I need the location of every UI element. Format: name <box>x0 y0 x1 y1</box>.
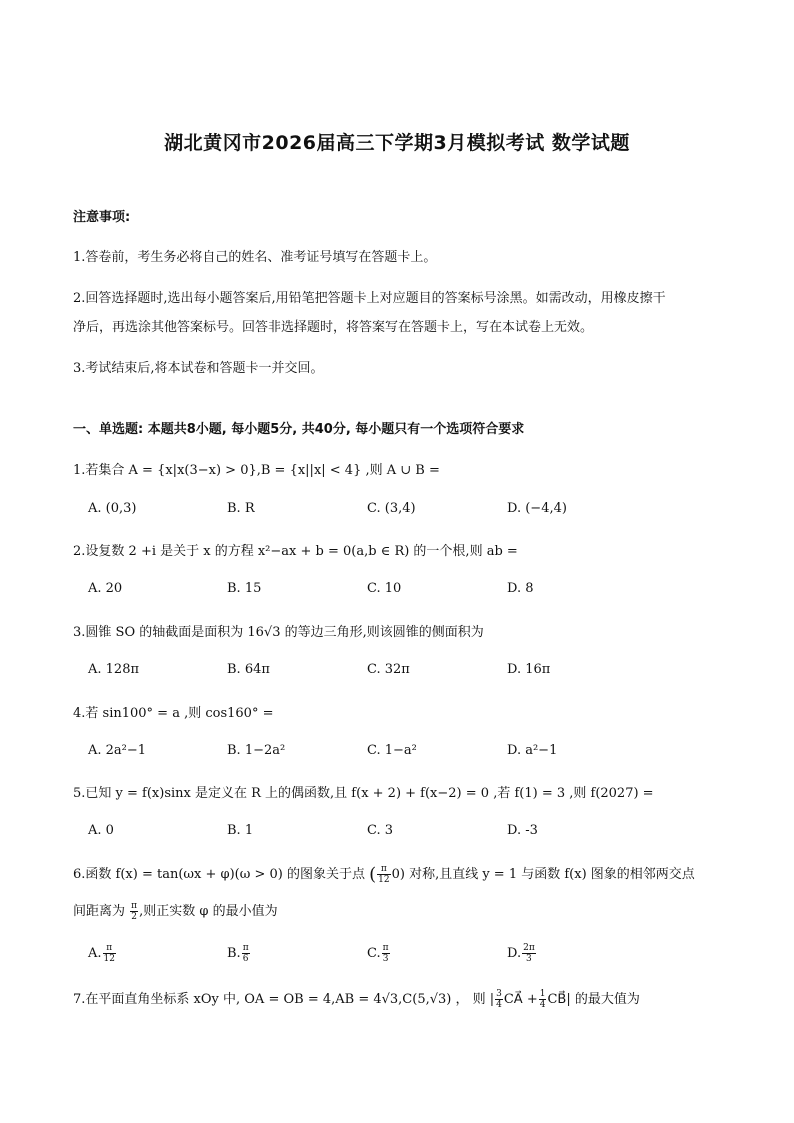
fraction-numerator: π <box>103 943 116 954</box>
question-3-choice-d: D. 16π <box>507 662 551 677</box>
question-7-stem <box>73 988 640 1010</box>
fraction-denominator: 3 <box>526 954 532 964</box>
fraction-denominator: 12 <box>103 954 115 964</box>
question-3-choice-c: C. 32π <box>367 662 410 677</box>
question-5-choice-b: B. 1 <box>227 823 254 838</box>
exam-title: 湖北黄冈市2026届高三下学期3月模拟考试 数学试题 <box>164 132 630 154</box>
question-7-stem-mid: CA⃗ + <box>503 992 538 1007</box>
choice-label: A. <box>88 946 102 961</box>
question-7-stem-part1: 7.在平面直角坐标系 xOy 中, OA = OB = 4,AB = 4√3,C(5,√3) ， 则 | <box>73 992 495 1007</box>
notice-item-1: 1.答卷前，考生务必将自己的姓名、准考证号填写在答题卡上。 <box>73 250 437 265</box>
choice-fraction <box>522 943 536 964</box>
question-3-choice-b: B. 64π <box>227 662 270 677</box>
question-3-choice-a: A. 128π <box>88 662 140 677</box>
question-7-coef-2 <box>539 989 547 1010</box>
question-7-coef-1 <box>495 989 503 1010</box>
question-4-choice-a: A. 2a²−1 <box>88 743 147 758</box>
fraction-numerator: 3 <box>496 989 502 999</box>
question-6-choice-b <box>227 943 251 964</box>
question-7-stem-part2: CB⃗| 的最大值为 <box>547 992 640 1007</box>
fraction-denominator: 3 <box>382 954 389 964</box>
question-3-stem: 3.圆锥 SO 的轴截面是面积为 16√3 的等边三角形,则该圆锥的侧面积为 <box>73 625 484 640</box>
question-1-choice-d: D. (−4,4) <box>507 501 567 516</box>
question-6-choice-c <box>367 943 391 964</box>
question-5-stem: 5.已知 y = f(x)sinx 是定义在 R 上的偶函数,且 f(x + 2) + f(x−2) = 0 ,若 f(1) = 3 ,则 f(2027) = <box>73 786 654 801</box>
question-5-choice-c: C. 3 <box>367 823 394 838</box>
fraction-numerator: π <box>131 901 138 911</box>
open-paren: ( <box>369 864 377 885</box>
question-4-choice-b: B. 1−2a² <box>227 743 286 758</box>
question-6-stem-line1 <box>73 863 695 885</box>
question-6-choice-d <box>507 943 537 964</box>
question-2-choice-b: B. 15 <box>227 581 262 596</box>
question-6-point-fraction <box>377 864 390 885</box>
fraction-denominator: 2 <box>131 912 137 922</box>
choice-label: D. <box>507 946 522 961</box>
question-4-choice-d: D. a²−1 <box>507 743 558 758</box>
notice-item-2-cont: 净后，再选涂其他答案标号。回答非选择题时，将答案写在答题卡上，写在本试卷上无效。 <box>73 320 594 335</box>
fraction-denominator: 4 <box>496 1000 502 1010</box>
choice-fraction <box>382 943 390 964</box>
question-2-stem: 2.设复数 2 +i 是关于 x 的方程 x²−ax + b = 0(a,b ∈ R) 的一个根,则 ab = <box>73 544 518 559</box>
question-6-stem-part4: ,则正实数 φ 的最小值为 <box>139 904 278 919</box>
notice-item-3: 3.考试结束后,将本试卷和答题卡一并交回。 <box>73 361 324 376</box>
fraction-denominator: 12 <box>378 875 390 885</box>
fraction-numerator: 1 <box>539 989 546 999</box>
fraction-numerator: 2π <box>523 943 535 953</box>
choice-fraction <box>103 943 116 964</box>
question-2-choice-c: C. 10 <box>367 581 402 596</box>
notice-heading: 注意事项: <box>73 210 131 225</box>
choice-label: C. <box>367 946 381 961</box>
question-1-stem: 1.若集合 A = {x|x(3−x) > 0},B = {x||x| < 4} ,则 A ∪ B = <box>73 463 440 478</box>
question-1-choice-c: C. (3,4) <box>367 501 416 516</box>
fraction-numerator: π <box>382 943 389 953</box>
question-6-choice-a <box>88 943 117 964</box>
question-5-choice-d: D. -3 <box>507 823 538 838</box>
question-6-stem-line2 <box>73 900 278 922</box>
question-2-choice-d: D. 8 <box>507 581 534 596</box>
section1-heading: 一、单选题: 本题共8小题, 每小题5分, 共40分, 每小题只有一个选项符合要求 <box>73 422 525 437</box>
question-1-choice-b: B. R <box>227 501 255 516</box>
question-6-stem-part1: 6.函数 f(x) = tan(ωx + φ)(ω > 0) 的图象关于点 <box>73 867 365 882</box>
question-1-choice-a: A. (0,3) <box>88 501 137 516</box>
choice-fraction <box>242 943 250 964</box>
question-6-distance-fraction <box>130 901 138 922</box>
question-4-stem: 4.若 sin100° = a ,则 cos160° = <box>73 706 274 721</box>
fraction-denominator: 4 <box>539 1000 546 1010</box>
fraction-numerator: π <box>377 864 390 875</box>
fraction-numerator: π <box>242 943 249 953</box>
question-6-stem-part2: 0) 对称,且直线 y = 1 与函数 f(x) 图象的相邻两交点 <box>391 867 695 882</box>
choice-label: B. <box>227 946 241 961</box>
question-2-choice-a: A. 20 <box>88 581 123 596</box>
notice-item-2: 2.回答选择题时,选出每小题答案后,用铅笔把答题卡上对应题目的答案标号涂黑。如需改动，用橡皮擦干 <box>73 291 666 306</box>
question-5-choice-a: A. 0 <box>88 823 114 838</box>
question-6-stem-part3: 间距离为 <box>73 904 126 919</box>
fraction-denominator: 6 <box>242 954 249 964</box>
question-4-choice-c: C. 1−a² <box>367 743 417 758</box>
